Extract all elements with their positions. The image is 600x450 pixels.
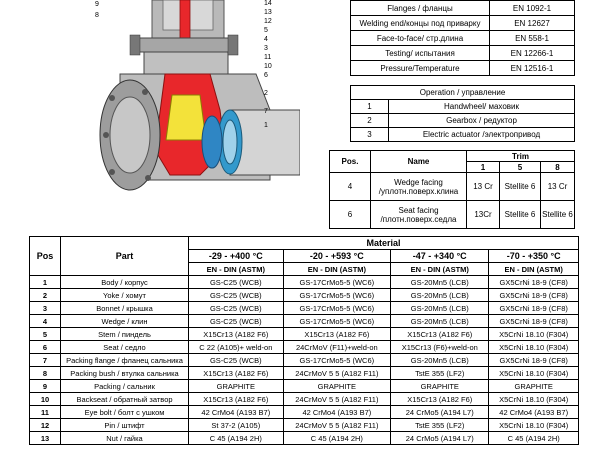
callout-label: 2 [264, 90, 268, 97]
material-cell: GS-20Mn5 (LCB) [391, 276, 489, 289]
material-cell: GS-17CrMo5-5 (WC6) [283, 302, 390, 315]
material-cell: GX5CrNi 18-9 (CF8) [489, 276, 579, 289]
material-row-part: Nut / гайка [61, 432, 189, 445]
material-cell: 42 CrMo4 (A193 B7) [189, 406, 284, 419]
material-row-pos: 2 [30, 289, 61, 302]
table-row [30, 341, 579, 354]
material-row-pos: 3 [30, 302, 61, 315]
material-row-part: Bonnet / крышка [61, 302, 189, 315]
temperature-range: -29 - +400 °C [189, 250, 284, 263]
callout-label: 8 [95, 12, 99, 19]
trim-name [371, 173, 467, 201]
operation-number: 1 [351, 100, 389, 114]
material-cell: St 37-2 (A105) [189, 419, 284, 432]
material-cell: X15Cr13 (F6)+weld-on [391, 341, 489, 354]
standard-label: Flanges / фланцы [351, 1, 490, 16]
trim-subheader: 1 [467, 162, 500, 173]
material-cell: X5CrNi 18.10 (F304) [489, 328, 579, 341]
callout-label: 13 [264, 9, 272, 16]
callout-label: 9 [95, 1, 99, 8]
material-cell: GS-20Mn5 (LCB) [391, 315, 489, 328]
table-row [351, 100, 575, 114]
standards-table [350, 0, 575, 76]
material-row-part: Body / корпус [61, 276, 189, 289]
material-row-part: Packing bush / втулка сальника [61, 367, 189, 380]
table-header-row [30, 237, 579, 250]
operation-title: Operation / управление [351, 86, 575, 100]
material-cell: X5CrNi 18.10 (F304) [489, 419, 579, 432]
material-cell: 24CrMoV 5 5 (A182 F11) [283, 367, 390, 380]
materials-table [29, 236, 579, 445]
standard-value: EN 12516-1 [490, 61, 575, 76]
table-row [330, 173, 575, 201]
temperature-range: -70 - +350 °C [489, 250, 579, 263]
table-row [30, 354, 579, 367]
table-row [351, 128, 575, 142]
trim-name-line: Seat facing [398, 205, 439, 215]
callout-label: 1 [264, 122, 268, 129]
material-cell: GS-20Mn5 (LCB) [391, 354, 489, 367]
table-row [30, 380, 579, 393]
standard-label: EN - DIN (ASTM) [283, 263, 390, 276]
material-cell: X15Cr13 (A182 F6) [189, 367, 284, 380]
materials-pos-header: Pos [30, 237, 61, 276]
materials-body [30, 276, 579, 445]
material-row-part: Packing / сальник [61, 380, 189, 393]
material-row-pos: 12 [30, 419, 61, 432]
standard-value: EN 12266-1 [490, 46, 575, 61]
material-cell: X5CrNi 18.10 (F304) [489, 367, 579, 380]
table-row [351, 16, 575, 31]
material-cell: GS-17CrMo5-5 (WC6) [283, 354, 390, 367]
callout-label: 4 [264, 36, 268, 43]
material-cell: X15Cr13 (A182 F6) [189, 393, 284, 406]
material-cell: 24 CrMo5 (A194 L7) [391, 432, 489, 445]
material-cell: GS-20Mn5 (LCB) [391, 289, 489, 302]
temperature-range: -20 - +593 °C [283, 250, 390, 263]
callout-label: 3 [264, 45, 268, 52]
material-row-part: Yoke / хомут [61, 289, 189, 302]
table-row [30, 393, 579, 406]
operation-label: Electric actuator /электропривод [389, 128, 575, 142]
trim-subheader: 8 [541, 162, 575, 173]
table-row [30, 302, 579, 315]
material-row-pos: 9 [30, 380, 61, 393]
material-row-pos: 11 [30, 406, 61, 419]
table-row [351, 1, 575, 16]
material-cell: TstE 355 (LF2) [391, 367, 489, 380]
material-cell: GS-C25 (WCB) [189, 354, 284, 367]
material-cell: GRAPHITE [283, 380, 390, 393]
trim-value: Stellite 6 [541, 201, 575, 229]
callout-label: 5 [264, 27, 268, 34]
table-row [30, 419, 579, 432]
trim-value: 13 Cr [541, 173, 575, 201]
trim-table [329, 150, 575, 229]
callout-label: 12 [264, 18, 272, 25]
material-cell: C 22 (A105)+ weld-on [189, 341, 284, 354]
material-cell: 42 CrMo4 (A193 B7) [489, 406, 579, 419]
material-row-pos: 8 [30, 367, 61, 380]
operation-number: 2 [351, 114, 389, 128]
callout-label: 10 [264, 63, 272, 70]
trim-pos-header: Pos. [330, 151, 371, 173]
trim-pos: 6 [330, 201, 371, 229]
standard-label: EN - DIN (ASTM) [489, 263, 579, 276]
material-cell: X5CrNi 18.10 (F304) [489, 341, 579, 354]
material-cell: 24CrMoV 5 5 (A182 F11) [283, 419, 390, 432]
material-cell: 24 CrMo5 (A194 L7) [391, 406, 489, 419]
table-row [351, 31, 575, 46]
table-row [30, 367, 579, 380]
standard-label: EN - DIN (ASTM) [189, 263, 284, 276]
trim-name-line: Wedge facing [394, 177, 443, 187]
material-row-pos: 13 [30, 432, 61, 445]
table-row [351, 61, 575, 76]
trim-value: Stellite 6 [500, 201, 541, 229]
material-row-pos: 6 [30, 341, 61, 354]
trim-value: Stellite 6 [500, 173, 541, 201]
material-cell: GX5CrNi 18-9 (CF8) [489, 289, 579, 302]
material-row-pos: 5 [30, 328, 61, 341]
material-cell: GRAPHITE [489, 380, 579, 393]
material-row-pos: 4 [30, 315, 61, 328]
material-cell: GS-17CrMo5-5 (WC6) [283, 289, 390, 302]
table-row [351, 46, 575, 61]
material-cell: C 45 (A194 2H) [283, 432, 390, 445]
material-cell: GRAPHITE [391, 380, 489, 393]
material-cell: C 45 (A194 2H) [489, 432, 579, 445]
material-row-part: Seat / седло [61, 341, 189, 354]
temperature-range: -47 - +340 °C [391, 250, 489, 263]
operation-label: Gearbox / редуктор [389, 114, 575, 128]
material-cell: TstE 355 (LF2) [391, 419, 489, 432]
material-cell: GS-17CrMo5-5 (WC6) [283, 315, 390, 328]
material-row-pos: 7 [30, 354, 61, 367]
material-cell: GX5CrNi 18-9 (CF8) [489, 302, 579, 315]
table-row [330, 201, 575, 229]
table-row [30, 315, 579, 328]
standard-label: Face-to-face/ стр.длина [351, 31, 490, 46]
material-cell: 24CrMoV (F11)+weld-on [283, 341, 390, 354]
table-row [30, 406, 579, 419]
table-header-row [330, 151, 575, 162]
material-cell: X5CrNi 18.10 (F304) [489, 393, 579, 406]
material-cell: GS-20Mn5 (LCB) [391, 302, 489, 315]
material-cell: GX5CrNi 18-9 (CF8) [489, 354, 579, 367]
trim-name-line: /плотн.поверх.седла [380, 214, 457, 224]
material-cell: X15Cr13 (A182 F6) [189, 328, 284, 341]
standard-label: Testing/ испытания [351, 46, 490, 61]
material-cell: C 45 (A194 2H) [189, 432, 284, 445]
table-header-row [351, 86, 575, 100]
trim-subheader: 5 [500, 162, 541, 173]
material-row-part: Backseat / обратный затвор [61, 393, 189, 406]
trim-name-line: /уплотн.поверх.клина [378, 186, 459, 196]
callout-label: 11 [264, 54, 272, 61]
material-row-part: Packing flange / фланец сальника [61, 354, 189, 367]
trim-name-header: Name [371, 151, 467, 173]
standard-value: EN 1092-1 [490, 1, 575, 16]
material-row-pos: 1 [30, 276, 61, 289]
callout-label: 14 [264, 0, 272, 7]
material-cell: GX5CrNi 18-9 (CF8) [489, 315, 579, 328]
materials-part-header: Part [61, 237, 189, 276]
table-row [30, 432, 579, 445]
material-cell: GS-C25 (WCB) [189, 276, 284, 289]
material-cell: GS-17CrMo5-5 (WC6) [283, 276, 390, 289]
callout-label: 6 [264, 72, 268, 79]
table-row [351, 114, 575, 128]
operation-table [350, 85, 575, 142]
callout-label: 7 [264, 108, 268, 115]
standard-label: Welding end/концы под приварку [351, 16, 490, 31]
material-cell: X15Cr13 (A182 F6) [283, 328, 390, 341]
material-cell: 42 CrMo4 (A193 B7) [283, 406, 390, 419]
trim-pos: 4 [330, 173, 371, 201]
standard-value: EN 558-1 [490, 31, 575, 46]
table-row [30, 289, 579, 302]
standard-value: EN 12627 [490, 16, 575, 31]
materials-title: Material [189, 237, 579, 250]
table-row [30, 276, 579, 289]
material-cell: X15Cr13 (A182 F6) [391, 328, 489, 341]
trim-value: 13Cr [467, 201, 500, 229]
standard-label: EN - DIN (ASTM) [391, 263, 489, 276]
material-cell: GS-C25 (WCB) [189, 289, 284, 302]
operation-label: Handwheel/ маховик [389, 100, 575, 114]
material-row-part: Wedge / клин [61, 315, 189, 328]
trim-name [371, 201, 467, 229]
material-row-part: Eye bolt / болт с ушком [61, 406, 189, 419]
standard-label: Pressure/Temperature [351, 61, 490, 76]
material-cell: X15Cr13 (A182 F6) [391, 393, 489, 406]
material-cell: GRAPHITE [189, 380, 284, 393]
trim-header: Trim [467, 151, 575, 162]
material-row-part: Pin / штифт [61, 419, 189, 432]
operation-number: 3 [351, 128, 389, 142]
material-cell: GS-C25 (WCB) [189, 315, 284, 328]
material-row-part: Stem / пиндель [61, 328, 189, 341]
table-row [30, 328, 579, 341]
material-row-pos: 10 [30, 393, 61, 406]
trim-value: 13 Cr [467, 173, 500, 201]
material-cell: 24CrMoV 5 5 (A182 F11) [283, 393, 390, 406]
material-cell: GS-C25 (WCB) [189, 302, 284, 315]
